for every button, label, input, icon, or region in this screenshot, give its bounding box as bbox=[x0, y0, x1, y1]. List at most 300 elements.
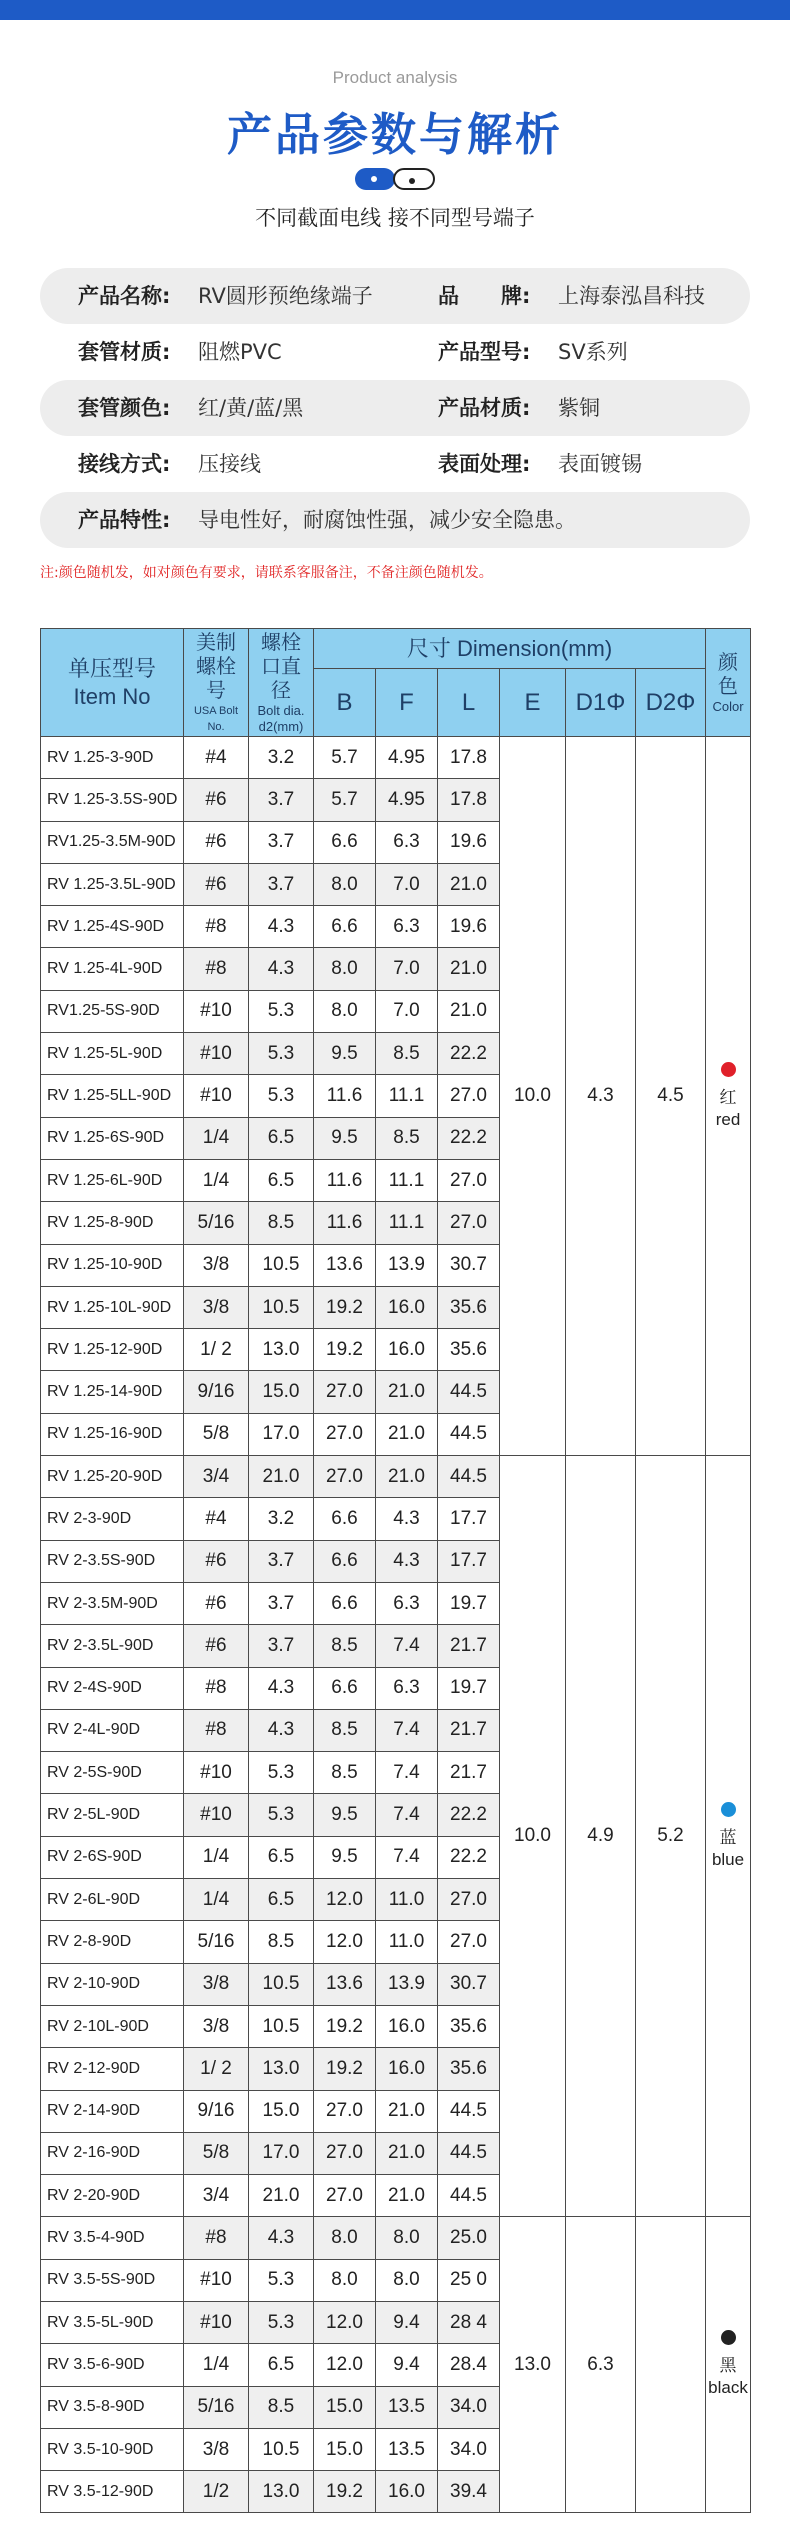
value-cell: 6.5 bbox=[249, 1159, 314, 1201]
value-cell: #8 bbox=[184, 1709, 249, 1751]
model-cell: RV 2-4L-90D bbox=[41, 1709, 184, 1751]
group-color-cell bbox=[706, 737, 751, 1456]
model-cell: RV 2-3.5M-90D bbox=[41, 1582, 184, 1624]
value-cell: 21.0 bbox=[376, 1456, 438, 1498]
model-cell: RV 1.25-16-90D bbox=[41, 1413, 184, 1455]
value-cell: 1/4 bbox=[184, 1836, 249, 1878]
group-d2-cell: 4.5 bbox=[636, 737, 706, 1456]
value-cell: 5.3 bbox=[249, 1075, 314, 1117]
model-cell: RV 2-16-90D bbox=[41, 2132, 184, 2174]
value-cell: 21.0 bbox=[438, 863, 500, 905]
model-cell: RV 2-10-90D bbox=[41, 1963, 184, 2005]
value-cell: #6 bbox=[184, 1540, 249, 1582]
value-cell: 27.0 bbox=[438, 1075, 500, 1117]
color-name-en: black bbox=[708, 2378, 748, 2398]
model-cell: RV 2-8-90D bbox=[41, 1921, 184, 1963]
value-cell: 5.3 bbox=[249, 1794, 314, 1836]
value-cell: 8.5 bbox=[376, 1033, 438, 1075]
spec-value: 红/黄/蓝/黑 bbox=[198, 396, 304, 420]
color-dot-icon bbox=[721, 2330, 736, 2345]
value-cell: #10 bbox=[184, 990, 249, 1032]
header-f: F bbox=[376, 669, 438, 737]
value-cell: 4.3 bbox=[249, 948, 314, 990]
model-cell: RV 2-6S-90D bbox=[41, 1836, 184, 1878]
value-cell: 44.5 bbox=[438, 1371, 500, 1413]
value-cell: 19.6 bbox=[438, 906, 500, 948]
value-cell: 10.5 bbox=[249, 1286, 314, 1328]
value-cell: 19.2 bbox=[314, 2048, 376, 2090]
value-cell: 4.3 bbox=[249, 1709, 314, 1751]
value-cell: 25 0 bbox=[438, 2259, 500, 2301]
value-cell: 44.5 bbox=[438, 1456, 500, 1498]
value-cell: 12.0 bbox=[314, 1921, 376, 1963]
value-cell: 4.3 bbox=[249, 1667, 314, 1709]
value-cell: #6 bbox=[184, 779, 249, 821]
value-cell: 27.0 bbox=[314, 2090, 376, 2132]
value-cell: 13.0 bbox=[249, 2471, 314, 2513]
value-cell: 1/4 bbox=[184, 1159, 249, 1201]
value-cell: 9/16 bbox=[184, 1371, 249, 1413]
value-cell: 19.7 bbox=[438, 1582, 500, 1624]
header-b: B bbox=[314, 669, 376, 737]
value-cell: 8.5 bbox=[314, 1625, 376, 1667]
page-title: 产品参数与解析 bbox=[226, 108, 563, 161]
spec-value: 上海泰泓昌科技 bbox=[558, 284, 705, 308]
value-cell: 21.7 bbox=[438, 1709, 500, 1751]
model-cell: RV 1.25-4S-90D bbox=[41, 906, 184, 948]
value-cell: 1/ 2 bbox=[184, 1329, 249, 1371]
model-cell: RV 1.25-3.5L-90D bbox=[41, 863, 184, 905]
value-cell: 12.0 bbox=[314, 2301, 376, 2343]
parameter-table-wrapper bbox=[40, 628, 750, 2513]
value-cell: 6.3 bbox=[376, 1667, 438, 1709]
value-cell: 11.1 bbox=[376, 1202, 438, 1244]
spec-row bbox=[40, 436, 750, 492]
value-cell: 12.0 bbox=[314, 1879, 376, 1921]
value-cell: 21.0 bbox=[376, 1371, 438, 1413]
value-cell: 5.3 bbox=[249, 2259, 314, 2301]
value-cell: 21.0 bbox=[438, 948, 500, 990]
value-cell: 19.6 bbox=[438, 821, 500, 863]
value-cell: 3/8 bbox=[184, 1286, 249, 1328]
spec-value: 紫铜 bbox=[558, 396, 600, 420]
value-cell: 8.0 bbox=[314, 2217, 376, 2259]
value-cell: 1/4 bbox=[184, 2344, 249, 2386]
color-name-en: red bbox=[715, 1109, 741, 1129]
value-cell: 34.0 bbox=[438, 2386, 500, 2428]
value-cell: 17.0 bbox=[249, 1413, 314, 1455]
value-cell: #4 bbox=[184, 737, 249, 779]
value-cell: #10 bbox=[184, 1033, 249, 1075]
value-cell: 16.0 bbox=[376, 2471, 438, 2513]
color-note: 注:颜色随机发，如对颜色有要求，请联系客服备注，不备注颜色随机发。 bbox=[40, 565, 493, 581]
value-cell: 19.2 bbox=[314, 2005, 376, 2047]
value-cell: 21.0 bbox=[249, 1456, 314, 1498]
value-cell: 8.5 bbox=[249, 1202, 314, 1244]
group-e-cell: 13.0 bbox=[500, 2217, 566, 2513]
model-cell: RV 1.25-10L-90D bbox=[41, 1286, 184, 1328]
spec-label: 接线方式: bbox=[78, 452, 171, 476]
value-cell: 22.2 bbox=[438, 1836, 500, 1878]
model-cell: RV 1.25-8-90D bbox=[41, 1202, 184, 1244]
value-cell: 27.0 bbox=[314, 1371, 376, 1413]
model-cell: RV 2-3.5S-90D bbox=[41, 1540, 184, 1582]
value-cell: 7.4 bbox=[376, 1709, 438, 1751]
spec-label: 产品型号: bbox=[438, 340, 531, 364]
value-cell: 21.7 bbox=[438, 1752, 500, 1794]
table-row bbox=[41, 2217, 751, 2259]
spec-label: 产品材质: bbox=[438, 396, 531, 420]
value-cell: 5/16 bbox=[184, 2386, 249, 2428]
value-cell: 21.0 bbox=[376, 1413, 438, 1455]
header-d1: D1Φ bbox=[566, 669, 636, 737]
model-cell: RV 2-14-90D bbox=[41, 2090, 184, 2132]
value-cell: 5.3 bbox=[249, 990, 314, 1032]
spec-value: 阻燃PVC bbox=[198, 340, 282, 364]
value-cell: 27.0 bbox=[438, 1159, 500, 1201]
value-cell: 28 4 bbox=[438, 2301, 500, 2343]
value-cell: 16.0 bbox=[376, 1286, 438, 1328]
spec-label: 产品特性: bbox=[78, 508, 171, 532]
value-cell: 9/16 bbox=[184, 2090, 249, 2132]
value-cell: 3/8 bbox=[184, 2428, 249, 2470]
spec-value: RV圆形预绝缘端子 bbox=[198, 284, 373, 308]
value-cell: 7.0 bbox=[376, 990, 438, 1032]
value-cell: 44.5 bbox=[438, 2090, 500, 2132]
value-cell: 7.4 bbox=[376, 1794, 438, 1836]
value-cell: 15.0 bbox=[249, 2090, 314, 2132]
page-header bbox=[0, 20, 790, 250]
value-cell: 4.95 bbox=[376, 779, 438, 821]
value-cell: 5/8 bbox=[184, 1413, 249, 1455]
value-cell: 16.0 bbox=[376, 2005, 438, 2047]
color-name-cn: 蓝 bbox=[719, 1827, 737, 1847]
value-cell: 19.7 bbox=[438, 1667, 500, 1709]
value-cell: 13.5 bbox=[376, 2386, 438, 2428]
value-cell: #8 bbox=[184, 1667, 249, 1709]
value-cell: 10.5 bbox=[249, 2428, 314, 2470]
value-cell: 8.0 bbox=[314, 863, 376, 905]
model-cell: RV 1.25-20-90D bbox=[41, 1456, 184, 1498]
group-d1-cell: 4.3 bbox=[566, 737, 636, 1456]
value-cell: 5.7 bbox=[314, 779, 376, 821]
model-cell: RV 2-20-90D bbox=[41, 2175, 184, 2217]
value-cell: #10 bbox=[184, 2301, 249, 2343]
value-cell: 3/8 bbox=[184, 1244, 249, 1286]
group-d1-cell: 4.9 bbox=[566, 1456, 636, 2217]
value-cell: 34.0 bbox=[438, 2428, 500, 2470]
value-cell: 8.5 bbox=[314, 1709, 376, 1751]
value-cell: 11.1 bbox=[376, 1159, 438, 1201]
value-cell: 30.7 bbox=[438, 1963, 500, 2005]
value-cell: 3.7 bbox=[249, 1582, 314, 1624]
value-cell: 16.0 bbox=[376, 1329, 438, 1371]
value-cell: 17.8 bbox=[438, 737, 500, 779]
value-cell: 1/4 bbox=[184, 1117, 249, 1159]
spec-label: 套管颜色: bbox=[78, 396, 171, 420]
value-cell: 3.2 bbox=[249, 1498, 314, 1540]
value-cell: 21.0 bbox=[438, 990, 500, 1032]
value-cell: 13.0 bbox=[249, 1329, 314, 1371]
color-name-cn: 红 bbox=[719, 1087, 737, 1107]
value-cell: 5.3 bbox=[249, 1752, 314, 1794]
value-cell: #10 bbox=[184, 1075, 249, 1117]
value-cell: 27.0 bbox=[438, 1202, 500, 1244]
color-dot-icon bbox=[721, 1062, 736, 1077]
value-cell: 9.5 bbox=[314, 1794, 376, 1836]
model-cell: RV 1.25-14-90D bbox=[41, 1371, 184, 1413]
value-cell: 3/8 bbox=[184, 1963, 249, 2005]
header-model: 单压型号 Item No bbox=[41, 629, 184, 737]
model-cell: RV1.25-5S-90D bbox=[41, 990, 184, 1032]
value-cell: 6.6 bbox=[314, 1582, 376, 1624]
value-cell: 13.5 bbox=[376, 2428, 438, 2470]
value-cell: 6.3 bbox=[376, 1582, 438, 1624]
value-cell: 13.6 bbox=[314, 1244, 376, 1286]
value-cell: 15.0 bbox=[314, 2386, 376, 2428]
value-cell: 6.5 bbox=[249, 2344, 314, 2386]
value-cell: 5/16 bbox=[184, 1921, 249, 1963]
value-cell: 25.0 bbox=[438, 2217, 500, 2259]
header-dimension: 尺寸 Dimension(mm) bbox=[314, 629, 706, 669]
value-cell: 11.6 bbox=[314, 1202, 376, 1244]
value-cell: 13.9 bbox=[376, 1244, 438, 1286]
value-cell: 6.5 bbox=[249, 1836, 314, 1878]
value-cell: 8.5 bbox=[314, 1752, 376, 1794]
divider-ornament-icon bbox=[355, 168, 435, 190]
value-cell: 11.0 bbox=[376, 1879, 438, 1921]
header-bolt-dia: 螺栓口直径 Bolt dia. d2(mm) bbox=[249, 629, 314, 737]
model-cell: RV 1.25-3.5S-90D bbox=[41, 779, 184, 821]
value-cell: 27.0 bbox=[438, 1921, 500, 1963]
model-cell: RV 2-3.5L-90D bbox=[41, 1625, 184, 1667]
value-cell: 4.3 bbox=[249, 906, 314, 948]
parameter-table bbox=[40, 628, 751, 2513]
color-name-en: blue bbox=[711, 1849, 745, 1869]
model-cell: RV1.25-3.5M-90D bbox=[41, 821, 184, 863]
value-cell: 17.7 bbox=[438, 1540, 500, 1582]
value-cell: 27.0 bbox=[314, 2132, 376, 2174]
value-cell: 5/16 bbox=[184, 1202, 249, 1244]
value-cell: 16.0 bbox=[376, 2048, 438, 2090]
value-cell: 9.4 bbox=[376, 2344, 438, 2386]
model-cell: RV 1.25-5L-90D bbox=[41, 1033, 184, 1075]
spec-row bbox=[40, 380, 750, 436]
color-name-cn: 黑 bbox=[719, 2356, 737, 2376]
value-cell: 3/4 bbox=[184, 1456, 249, 1498]
header-d2: D2Φ bbox=[636, 669, 706, 737]
value-cell: 5/8 bbox=[184, 2132, 249, 2174]
value-cell: 6.3 bbox=[376, 821, 438, 863]
value-cell: 30.7 bbox=[438, 1244, 500, 1286]
value-cell: 6.5 bbox=[249, 1117, 314, 1159]
page-subtitle: 不同截面电线 接不同型号端子 bbox=[255, 206, 535, 230]
value-cell: 10.5 bbox=[249, 1244, 314, 1286]
value-cell: 9.4 bbox=[376, 2301, 438, 2343]
model-cell: RV 2-10L-90D bbox=[41, 2005, 184, 2047]
value-cell: 8.5 bbox=[249, 1921, 314, 1963]
value-cell: 11.6 bbox=[314, 1075, 376, 1117]
model-cell: RV 3.5-6-90D bbox=[41, 2344, 184, 2386]
model-cell: RV 1.25-4L-90D bbox=[41, 948, 184, 990]
header-e: E bbox=[500, 669, 566, 737]
value-cell: 17.8 bbox=[438, 779, 500, 821]
value-cell: 35.6 bbox=[438, 2005, 500, 2047]
table-row bbox=[41, 1456, 751, 1498]
eyebrow-text: Product analysis bbox=[332, 68, 458, 87]
value-cell: 9.5 bbox=[314, 1033, 376, 1075]
model-cell: RV 3.5-4-90D bbox=[41, 2217, 184, 2259]
spec-row bbox=[40, 492, 750, 548]
model-cell: RV 1.25-6S-90D bbox=[41, 1117, 184, 1159]
value-cell: 3/8 bbox=[184, 2005, 249, 2047]
model-cell: RV 3.5-8-90D bbox=[41, 2386, 184, 2428]
value-cell: 17.0 bbox=[249, 2132, 314, 2174]
model-cell: RV 3.5-5S-90D bbox=[41, 2259, 184, 2301]
value-cell: #8 bbox=[184, 2217, 249, 2259]
value-cell: 13.9 bbox=[376, 1963, 438, 2005]
value-cell: 22.2 bbox=[438, 1117, 500, 1159]
model-cell: RV 1.25-10-90D bbox=[41, 1244, 184, 1286]
value-cell: 8.0 bbox=[314, 2259, 376, 2301]
value-cell: 6.6 bbox=[314, 821, 376, 863]
group-e-cell: 10.0 bbox=[500, 1456, 566, 2217]
value-cell: 4.95 bbox=[376, 737, 438, 779]
value-cell: 9.5 bbox=[314, 1117, 376, 1159]
spec-row bbox=[40, 268, 750, 324]
spec-value: 导电性好，耐腐蚀性强，减少安全隐患。 bbox=[198, 508, 576, 532]
value-cell: 22.2 bbox=[438, 1794, 500, 1836]
value-cell: 6.3 bbox=[376, 906, 438, 948]
group-e-cell: 10.0 bbox=[500, 737, 566, 1456]
color-dot-icon bbox=[721, 1802, 736, 1817]
spec-label: 套管材质: bbox=[78, 340, 171, 364]
value-cell: 7.4 bbox=[376, 1836, 438, 1878]
group-color-cell bbox=[706, 2217, 751, 2513]
top-accent-bar bbox=[0, 0, 790, 20]
value-cell: 8.0 bbox=[376, 2217, 438, 2259]
value-cell: 7.4 bbox=[376, 1752, 438, 1794]
value-cell: 13.0 bbox=[249, 2048, 314, 2090]
spec-label: 表面处理: bbox=[438, 452, 531, 476]
value-cell: #6 bbox=[184, 1625, 249, 1667]
value-cell: 22.2 bbox=[438, 1033, 500, 1075]
model-cell: RV 2-5S-90D bbox=[41, 1752, 184, 1794]
value-cell: 6.6 bbox=[314, 1667, 376, 1709]
group-d1-cell: 6.3 bbox=[566, 2217, 636, 2513]
value-cell: 8.0 bbox=[376, 2259, 438, 2301]
value-cell: 8.0 bbox=[314, 948, 376, 990]
value-cell: 27.0 bbox=[438, 1879, 500, 1921]
value-cell: 21.0 bbox=[249, 2175, 314, 2217]
value-cell: 21.0 bbox=[376, 2090, 438, 2132]
value-cell: 13.6 bbox=[314, 1963, 376, 2005]
value-cell: 3.7 bbox=[249, 863, 314, 905]
value-cell: 3.7 bbox=[249, 1540, 314, 1582]
value-cell: 21.0 bbox=[376, 2132, 438, 2174]
model-cell: RV 2-4S-90D bbox=[41, 1667, 184, 1709]
spec-list bbox=[40, 268, 750, 548]
group-d2-cell: 5.2 bbox=[636, 1456, 706, 2217]
value-cell: 11.0 bbox=[376, 1921, 438, 1963]
value-cell: 19.2 bbox=[314, 2471, 376, 2513]
value-cell: 10.5 bbox=[249, 2005, 314, 2047]
value-cell: 9.5 bbox=[314, 1836, 376, 1878]
value-cell: #10 bbox=[184, 1752, 249, 1794]
value-cell: 8.5 bbox=[376, 1117, 438, 1159]
value-cell: #8 bbox=[184, 948, 249, 990]
table-row bbox=[41, 737, 751, 779]
value-cell: 1/4 bbox=[184, 1879, 249, 1921]
model-cell: RV 1.25-3-90D bbox=[41, 737, 184, 779]
value-cell: 5.7 bbox=[314, 737, 376, 779]
value-cell: 3.2 bbox=[249, 737, 314, 779]
spec-value: 表面镀锡 bbox=[558, 452, 642, 476]
value-cell: #6 bbox=[184, 1582, 249, 1624]
value-cell: 11.6 bbox=[314, 1159, 376, 1201]
header-l: L bbox=[438, 669, 500, 737]
value-cell: 4.3 bbox=[376, 1540, 438, 1582]
value-cell: 12.0 bbox=[314, 2344, 376, 2386]
value-cell: 8.5 bbox=[249, 2386, 314, 2428]
value-cell: 44.5 bbox=[438, 2132, 500, 2174]
value-cell: 3.7 bbox=[249, 821, 314, 863]
value-cell: 8.0 bbox=[314, 990, 376, 1032]
model-cell: RV 1.25-5LL-90D bbox=[41, 1075, 184, 1117]
model-cell: RV 1.25-12-90D bbox=[41, 1329, 184, 1371]
spec-row bbox=[40, 324, 750, 380]
value-cell: 7.4 bbox=[376, 1625, 438, 1667]
value-cell: 1/ 2 bbox=[184, 2048, 249, 2090]
spec-value: SV系列 bbox=[558, 340, 628, 364]
model-cell: RV 3.5-5L-90D bbox=[41, 2301, 184, 2343]
value-cell: 21.0 bbox=[376, 2175, 438, 2217]
value-cell: 15.0 bbox=[314, 2428, 376, 2470]
value-cell: 28.4 bbox=[438, 2344, 500, 2386]
model-cell: RV 3.5-10-90D bbox=[41, 2428, 184, 2470]
value-cell: 27.0 bbox=[314, 2175, 376, 2217]
value-cell: 35.6 bbox=[438, 1286, 500, 1328]
value-cell: 7.0 bbox=[376, 863, 438, 905]
value-cell: 11.1 bbox=[376, 1075, 438, 1117]
value-cell: 5.3 bbox=[249, 2301, 314, 2343]
value-cell: 27.0 bbox=[314, 1413, 376, 1455]
group-color-cell bbox=[706, 1456, 751, 2217]
group-d2-cell bbox=[636, 2217, 706, 2513]
value-cell: 6.6 bbox=[314, 906, 376, 948]
value-cell: 44.5 bbox=[438, 2175, 500, 2217]
value-cell: 3.7 bbox=[249, 779, 314, 821]
model-cell: RV 2-5L-90D bbox=[41, 1794, 184, 1836]
spec-value: 压接线 bbox=[198, 452, 261, 476]
value-cell: 10.5 bbox=[249, 1963, 314, 2005]
value-cell: 6.6 bbox=[314, 1498, 376, 1540]
value-cell: 35.6 bbox=[438, 1329, 500, 1371]
model-cell: RV 2-12-90D bbox=[41, 2048, 184, 2090]
header-usa-bolt: 美制螺栓号 USA Bolt No. bbox=[184, 629, 249, 737]
value-cell: 3.7 bbox=[249, 1625, 314, 1667]
value-cell: 44.5 bbox=[438, 1413, 500, 1455]
value-cell: 19.2 bbox=[314, 1329, 376, 1371]
value-cell: 6.6 bbox=[314, 1540, 376, 1582]
model-cell: RV 1.25-6L-90D bbox=[41, 1159, 184, 1201]
value-cell: 15.0 bbox=[249, 1371, 314, 1413]
value-cell: #6 bbox=[184, 863, 249, 905]
value-cell: #10 bbox=[184, 2259, 249, 2301]
value-cell: 4.3 bbox=[376, 1498, 438, 1540]
model-cell: RV 2-6L-90D bbox=[41, 1879, 184, 1921]
value-cell: 1/2 bbox=[184, 2471, 249, 2513]
